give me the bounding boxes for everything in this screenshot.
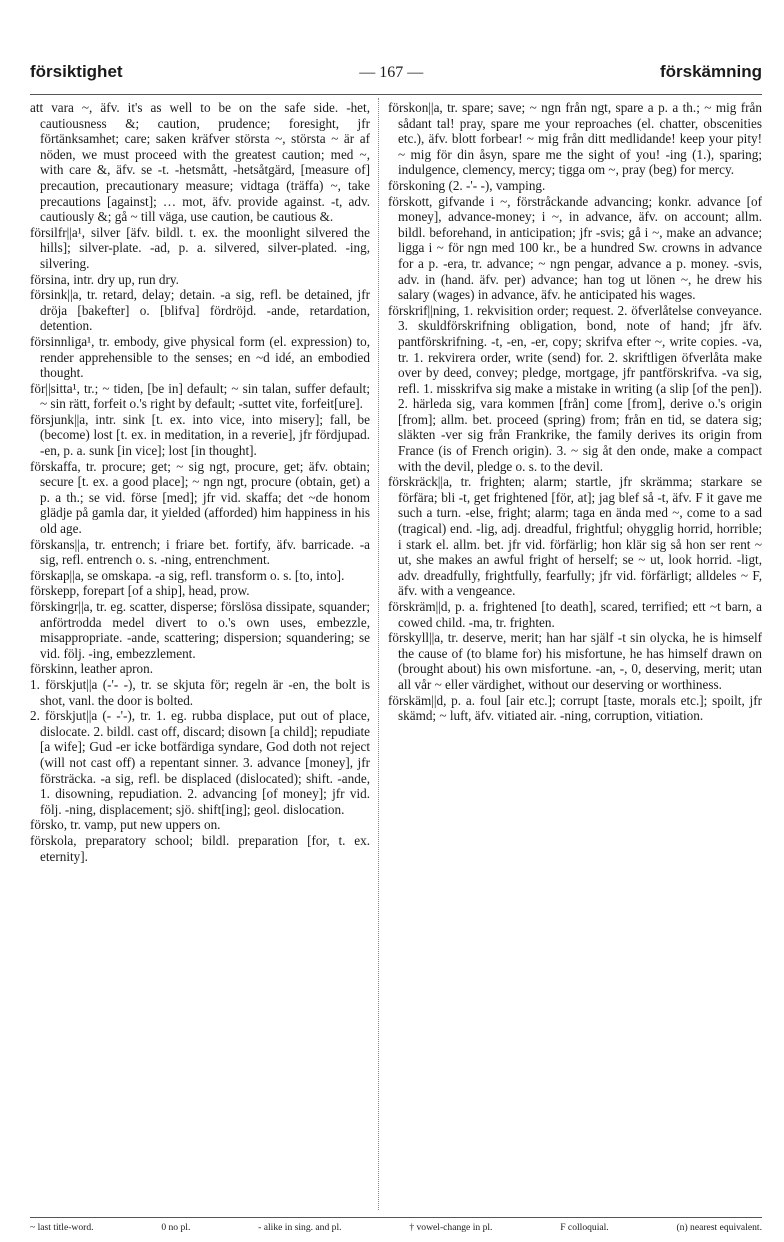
- dictionary-entry: förskon||a, tr. spare; save; ~ ngn från ngt, spare a p. a th.; ~ mig från sådant tal! pray, spare me your reproaches (el. chatter, obscenities etc.), äfv. blott forbear! ~ mig från ditt medlidande! keep your pity! ~ mig för din åsyn, spare me the sight of you! -ing (1.), sparing; indulgence, clemency, mercy; tigga om ~, pray (beg) for mercy.: [388, 100, 762, 178]
- right-column: [388, 100, 762, 1212]
- page-number: — 167 —: [359, 64, 424, 81]
- legend-item: (n) nearest equivalent.: [676, 1222, 762, 1233]
- dictionary-entry: förskrif||ning, 1. rekvisition order; request. 2. öfverlåtelse conveyance. 3. skuldförskrifning obligation, bond, note of hand; jfr äfv. pantförskrifning. -t, -en, -er, copy; skrifva efter ~, write copies. -va, tr. 1. rekvirera order, write (send) for. 2. skriftligen öfverlåta make over by deed, convey; pledge, mortgage, jfr pantförskrifva. -va sig, refl. 1. misskrifva sig make a mistake in writing (a slip [of the pen]). 2. härleda sig, vara kommen [från] come [from], derive o.'s origin [from]; allm. bet. proceed (spring) from; från en tid, se datera sig; släkten -ver sig från Frankrike, the family derives its origin from France (is of French origin). 3. ~ sig åt den onde, make a compact with the devil, pledge o. s. to the devil.: [388, 302, 762, 474]
- dictionary-entry: förskans||a, tr. entrench; i friare bet. fortify, äfv. barricade. -a sig, refl. entrench o. s. -ning, entrenchment.: [30, 536, 370, 568]
- dictionary-entry: förskäm||d, p. a. foul [air etc.]; corrupt [taste, morals etc.]; spoilt, jfr skämd; ~ luft, äfv. vitiated air. -ning, corruption, vitiation.: [388, 692, 762, 724]
- legend-item: - alike in sing. and pl.: [258, 1222, 342, 1233]
- dictionary-entry: för||sitta¹, tr.; ~ tiden, [be in] default; ~ sin talan, suffer default; ~ sin rätt, forfeit o.'s right by default; -suttet vite, forfeit[ure].: [30, 380, 370, 412]
- dictionary-entry: försina, intr. dry up, run dry.: [30, 271, 179, 287]
- dictionary-entry: förskepp, forepart [of a ship], head, prow.: [30, 583, 250, 599]
- legend-item: F colloquial.: [560, 1222, 609, 1233]
- legend-item: 0 no pl.: [161, 1222, 191, 1233]
- abbreviation-legend: [30, 1222, 762, 1233]
- dictionary-entry: försinnliga¹, tr. embody, give physical form (el. expression) to, render apprehensible to the senses; en ~d idé, an embodied thought.: [30, 333, 370, 381]
- dictionary-entry: förskaffa, tr. procure; get; ~ sig ngt, procure, get; äfv. obtain; secure [t. ex. a good place]; ~ ngn ngt, procure (obtain, get) a p. a th.; se vid. förse [med]; jfr vid. skaffa; det ~de honom glädje på gamla dar, it yielded (afforded) him happiness in his old age.: [30, 458, 370, 537]
- page-header: [30, 62, 762, 88]
- header-right-guideword: förskämning: [659, 62, 762, 81]
- dictionary-entry: förskott, gifvande i ~, förstråckande advancing; konkr. advance [of money], advance-money; i ~, in advance, äfv. on account; allm. bildl. beforehand, in anticipation; jfr -svis; gå i ~, make an advance; ligga i ~ för ngn med 100 kr., be a hundred Sw. crowns in advance for a p. -era, tr. advance; ~ ngn pengar, advance a p. money. -svis, adv. in (hand. äfv. per) advance; han tog ut lönen ~, he drew his salary (wages) in advance, äfv. he anticipated his wages.: [388, 193, 762, 303]
- dictionary-entry: förskräm||d, p. a. frightened [to death], scared, terrified; ett ~t barn, a cowed child. -ma, tr. frighten.: [388, 599, 762, 630]
- dictionary-entry: 2. förskjut||a (- -'-), tr. 1. eg. rubba displace, put out of place, dislocate. 2. bildl. cast off, discard; disown [a child]; repudiate [a wife]; Gud -er icke botfärdiga syndare, God doth not reject (will not cast off) a repentant sinner. 3. advance [money], jfr försträcka. -a sig, refl. be displaced (dislocated); shift. -ande, 1. disowning, repudiation. 2. advancing [of money]; jfr vid. följ. -ning, displacement; sjö. shift[ing]; geol. dislocation.: [30, 708, 370, 817]
- dictionary-entry: försink||a, tr. retard, delay; detain. -a sig, refl. be detained, jfr dröja [bakefter] o. [blifva] fördröjd. -ande, retardation, detention.: [30, 287, 370, 334]
- legend-item: † vowel-change in pl.: [409, 1222, 493, 1233]
- legend-item: ~ last title-word.: [30, 1222, 94, 1233]
- dictionary-entry: försko, tr. vamp, put new uppers on.: [30, 817, 221, 833]
- dictionary-entry: förskinn, leather apron.: [30, 661, 154, 677]
- dictionary-entry: förskola, preparatory school; bildl. preparation [for, t. ex. eternity].: [30, 832, 370, 864]
- dictionary-entry: förskyll||a, tr. deserve, merit; han har själf -t sin olycka, he is himself the cause of (to blame for) his misfortune, he has himself drawn on (brought about) his own misfortune. -an, -, 0, deserving, merit; utan all vår ~ eller värdighet, without our deserving or worthiness.: [388, 630, 762, 692]
- dictionary-entry: förskap||a, se omskapa. -a sig, refl. transform o. s. [to, into].: [30, 567, 345, 583]
- dictionary-entry: förskoning (2. -'- -), vamping.: [388, 177, 546, 193]
- dictionary-entry: försjunk||a, intr. sink [t. ex. into vice, into misery]; fall, be (become) lost [t. ex. in meditation, in a reverie], jfr fördjupad. -en, p. a. sunk [in vice]; lost [in thought].: [30, 411, 370, 459]
- dictionary-entry: försilfr||a¹, silver [äfv. bildl. t. ex. the moonlight silvered the hills]; silver-plate. -ad, p. a. silvered, silver-plated. -ing, silvering.: [30, 224, 370, 271]
- column-divider: [378, 98, 379, 1210]
- footer-rule: [30, 1217, 762, 1218]
- left-column: [30, 100, 370, 1212]
- dictionary-entry: 1. förskjut||a (-'- -), tr. se skjuta för; regeln är -en, the bolt is shot, vanl. the door is bolted.: [30, 676, 370, 708]
- dictionary-entry: att vara ~, äfv. it's as well to be on the safe side. -het, cautiousness &; caution, prudence; foresight, jfr förtänksamhet; care; saken kräfver största ~, största ~ är af nöden, we must proceed with the greatest caution; med ~, with care &, äfv. se -t. -hetsmått, -hetsåtgärd, [measure of] precaution, precautionary measure; vidtaga (träffa) ~, take precautions [against]; … mot, äfv. provide against. -t, adv. cautiously &; gå ~ till väga, use caution, be cautious &.: [30, 100, 370, 225]
- dictionary-entry: förskräck||a, tr. frighten; alarm; startle, jfr skrämma; starkare se förfära; bli -t, get frightened [för, at]; jag blef så -t, äfv. F it gave me such a turn. -else, fright; alarm; taga en ända med ~, come to a sad (tragical) end. -lig, adj. dreadful, frightful; ohygglig horrid, horrible; i stark el. allm. bet. jfr vid. förfärlig; hon klär sig så hon ser rent ~ ut, she makes an awful fright of herself; se ~ ut, look horrid. -ligt, adv. dreadfully, frightfully, fearfully; jfr vid. förfärligt; alldeles ~ F, äfv. with a vengeance.: [388, 474, 762, 599]
- header-rule: [30, 94, 762, 95]
- dictionary-entry: förskingr||a, tr. eg. scatter, disperse; förslösa dissipate, squander; anförtrodda medel divert to o.'s own uses, embezzle, misappropriate. -ande, scattering; dispersion; squandering; se vid. följ. -ing, embezzlement.: [30, 599, 370, 661]
- header-left-guideword: försiktighet: [30, 62, 123, 81]
